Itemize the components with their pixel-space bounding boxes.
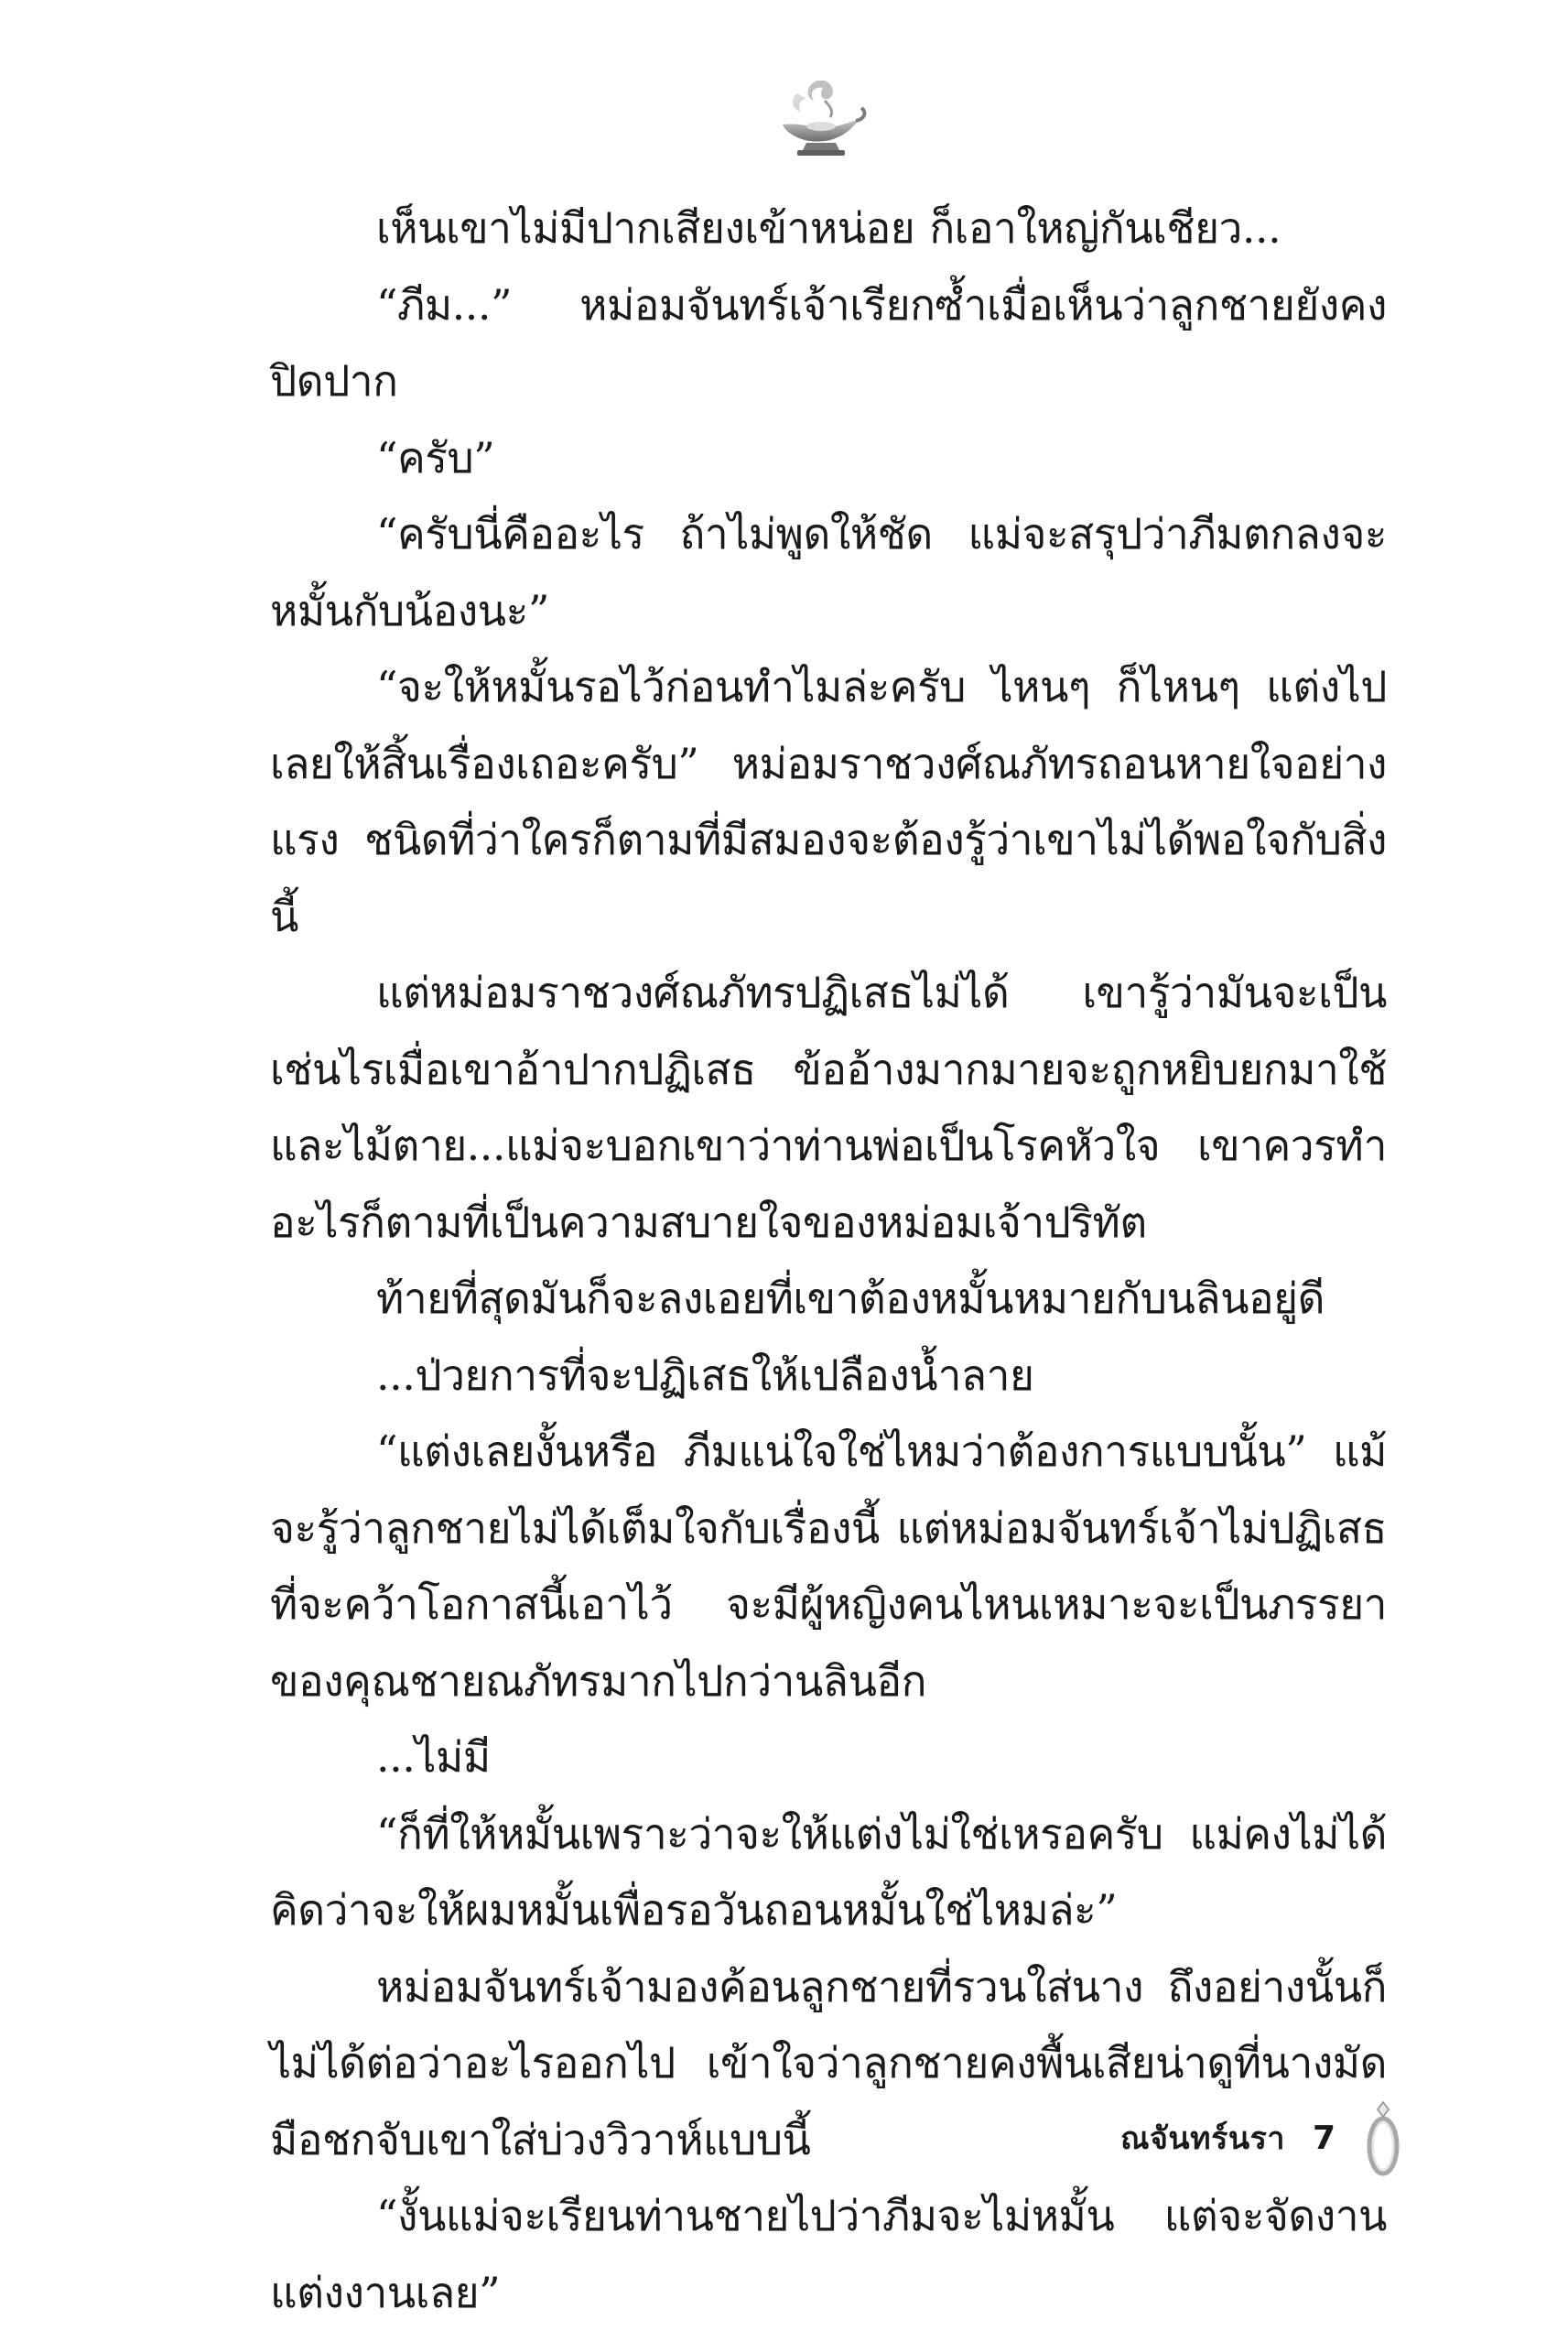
book-title: ณจันทร์นรา <box>1119 2120 1285 2157</box>
magic-lamp-icon <box>770 73 871 161</box>
paragraph-7: ท้ายที่สุดมันก็จะลงเอยที่เขาต้องหมั้นหมายกับนลินอยู่ดี <box>376 1274 1325 1323</box>
paragraph-2: “ภีม...” หม่อมจันทร์เจ้าเรียกซ้ำเมื่อเห็นว่าลูกชายยังคงปิดปาก <box>270 279 1387 406</box>
body-text <box>270 190 1387 2331</box>
paragraph-4: “ครับนี่คืออะไร ถ้าไม่พูดให้ชัด แม่จะสรุปว่าภีมตกลงจะหมั้นกับน้องนะ” <box>270 509 1387 635</box>
ring-icon <box>1363 2098 1403 2177</box>
paragraph-6: แต่หม่อมราชวงศ์ณภัทรปฏิเสธไม่ได้ เขารู้ว่ามันจะเป็นเช่นไรเมื่อเขาอ้าปากปฏิเสธ ข้ออ้างมากมายจะถูกหยิบยกมาใช้ และไม้ตาย...แม่จะบอกเขาว่าท่านพ่อเป็นโรคหัวใจ เขาควรทำอะไรก็ตามที่เป็นความสบายใจของหม่อมเจ้าปริทัต <box>270 968 1387 1247</box>
paragraph-13: “งั้นแม่จะเรียนท่านชายไปว่าภีมจะไม่หมั้น แต่จะจัดงานแต่งงานเลย” <box>270 2191 1387 2317</box>
paragraph-5: “จะให้หมั้นรอไว้ก่อนทำไมล่ะครับ ไหนๆ ก็ไหนๆ แต่งไปเลยให้สิ้นเรื่องเถอะครับ” หม่อมราชวงศ์ณภัทรถอนหายใจอย่างแรง ชนิดที่ว่าใครก็ตามที่มีสมองจะต้องรู้ว่าเขาไม่ได้พอใจกับสิ่งนี้ <box>270 662 1387 941</box>
paragraph-11: “ก็ที่ให้หมั้นเพราะว่าจะให้แต่งไม่ใช่เหรอครับ แม่คงไม่ได้คิดว่าจะให้ผมหมั้นเพื่อรอวันถอนหมั้นใช่ไหมล่ะ” <box>270 1808 1387 1935</box>
page-number: 7 <box>1312 2119 1336 2157</box>
paragraph-9: “แต่งเลยงั้นหรือ ภีมแน่ใจใช่ไหมว่าต้องการแบบนั้น” แม้จะรู้ว่าลูกชายไม่ได้เต็มใจกับเรื่องนี้ แต่หม่อมจันทร์เจ้าไม่ปฏิเสธที่จะคว้าโอกาสนี้เอาไว้ จะมีผู้หญิงคนไหนเหมาะจะเป็นภรรยาของคุณชายณภัทรมากไปกว่านลินอีก <box>270 1426 1387 1706</box>
paragraph-8: ...ป่วยการที่จะปฏิเสธให้เปลืองน้ำลาย <box>376 1350 1034 1400</box>
page-footer <box>1120 2097 1403 2179</box>
paragraph-3: “ครับ” <box>376 432 495 482</box>
paragraph-10: ...ไม่มี <box>376 1732 491 1782</box>
paragraph-12: หม่อมจันทร์เจ้ามองค้อนลูกชายที่รวนใส่นาง ถึงอย่างนั้นก็ไม่ได้ต่อว่าอะไรออกไป เข้าใจว่าลูกชายคงพื้นเสียน่าดูที่นางมัดมือชกจับเขาใส่บ่วงวิวาห์แบบนี้ <box>270 1961 1387 2164</box>
paragraph-1: เห็นเขาไม่มีปากเสียงเข้าหน่อย ก็เอาใหญ่กันเชียว... <box>376 203 1281 253</box>
